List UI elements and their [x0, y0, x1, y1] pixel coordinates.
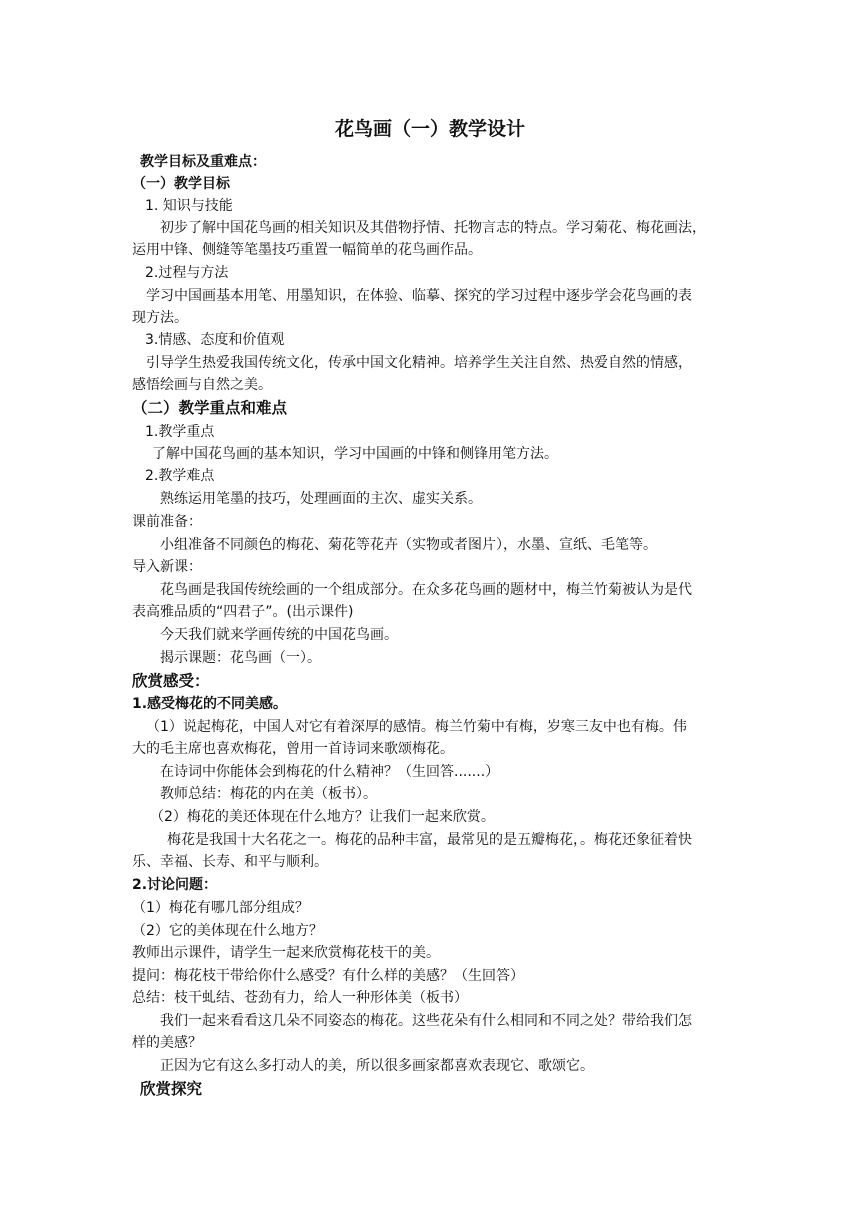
paragraph-line: 我们一起来看看这几朵不同姿态的梅花。这些花朵有什么相同和不同之处？带给我们怎	[160, 1013, 692, 1029]
paragraph-line: 乐、幸福、长寿、和平与顺利。	[132, 854, 328, 870]
item-discussion: 2.讨论问题：	[132, 877, 218, 893]
paragraph-line: 揭示课题：花鸟画（一）。	[160, 650, 321, 666]
section-introduction: 导入新课：	[132, 559, 202, 575]
paragraph-line: （2）梅花的美还体现在什么地方？让我们一起来欣赏。	[150, 809, 495, 825]
section-preparation: 课前准备：	[132, 514, 202, 530]
item-key-points: 1.教学重点	[145, 424, 215, 440]
paragraph-line: 了解中国花鸟画的基本知识，学习中国画的中锋和侧锋用笔方法。	[152, 446, 558, 462]
paragraph-line: 样的美感？	[132, 1035, 202, 1051]
section-heading-objectives: 教学目标及重难点：	[140, 154, 266, 170]
paragraph-line: 初步了解中国花鸟画的相关知识及其借物抒情、托物言志的特点。学习菊花、梅花画法，	[160, 220, 706, 236]
paragraph-line: 提问：梅花枝干带给你什么感受？有什么样的美感？（生回答）	[132, 968, 524, 984]
subheading-objectives: （一）教学目标	[132, 176, 230, 192]
paragraph-line: 引导学生热爱我国传统文化，传承中国文化精神。培养学生关注自然、热爱自然的情感，	[146, 355, 692, 371]
item-feel-plum: 1.感受梅花的不同美感。	[132, 696, 288, 712]
paragraph-line: （1）梅花有哪几部分组成？	[132, 900, 309, 916]
paragraph-line: 正因为它有这么多打动人的美，所以很多画家都喜欢表现它、歌颂它。	[160, 1058, 594, 1074]
paragraph-line: 熟练运用笔墨的技巧，处理画面的主次、虚实关系。	[160, 491, 482, 507]
paragraph-line: （2）它的美体现在什么地方？	[132, 923, 323, 939]
paragraph-line: 大的毛主席也喜欢梅花，曾用一首诗词来歌颂梅花。	[132, 741, 454, 757]
paragraph-line: 小组准备不同颜色的梅花、菊花等花卉（实物或者图片），水墨、宣纸、毛笔等。	[160, 537, 657, 553]
paragraph-line: 教师出示课件，请学生一起来欣赏梅花枝干的美。	[132, 945, 440, 961]
paragraph-line: 感悟绘画与自然之美。	[132, 377, 272, 393]
paragraph-line: 表高雅品质的“四君子”。(出示课件)	[132, 604, 354, 620]
item-knowledge-skills: 1. 知识与技能	[145, 198, 233, 214]
paragraph-line: 花鸟画是我国传统绘画的一个组成部分。在众多花鸟画的题材中，梅兰竹菊被认为是代	[160, 582, 692, 598]
document-title: 花鸟画（一）教学设计	[334, 118, 525, 140]
paragraph-line: 在诗词中你能体会到梅花的什么精神？（生回答.......）	[160, 764, 500, 780]
section-appreciation-explore: 欣赏探究	[140, 1080, 203, 1098]
item-emotion-values: 3.情感、态度和价值观	[145, 332, 285, 348]
paragraph-line: 学习中国画基本用笔、用墨知识，在体验、临摹、探究的学习过程中逐步学会花鸟画的表	[146, 288, 692, 304]
paragraph-line: 梅花是我国十大名花之一。梅花的品种丰富，最常见的是五瓣梅花，。梅花还象征着快	[167, 832, 692, 848]
paragraph-line: （1）说起梅花，中国人对它有着深厚的感情。梅兰竹菊中有梅，岁寒三友中也有梅。伟	[146, 719, 687, 735]
item-difficult-points: 2.教学难点	[145, 468, 215, 484]
paragraph-line: 现方法。	[132, 310, 188, 326]
paragraph-line: 教师总结：梅花的内在美（板书）。	[160, 786, 377, 802]
section-appreciation: 欣赏感受：	[132, 672, 210, 690]
item-process-methods: 2.过程与方法	[145, 265, 229, 281]
paragraph-line: 运用中锋、侧缝等笔墨技巧重置一幅简单的花鸟画作品。	[132, 242, 482, 258]
paragraph-line: 总结：枝干虬结、苍劲有力，给人一种形体美（板书）	[132, 990, 468, 1006]
subheading-key-difficult: （二）教学重点和难点	[132, 399, 288, 417]
paragraph-line: 今天我们就来学画传统的中国花鸟画。	[160, 627, 398, 643]
